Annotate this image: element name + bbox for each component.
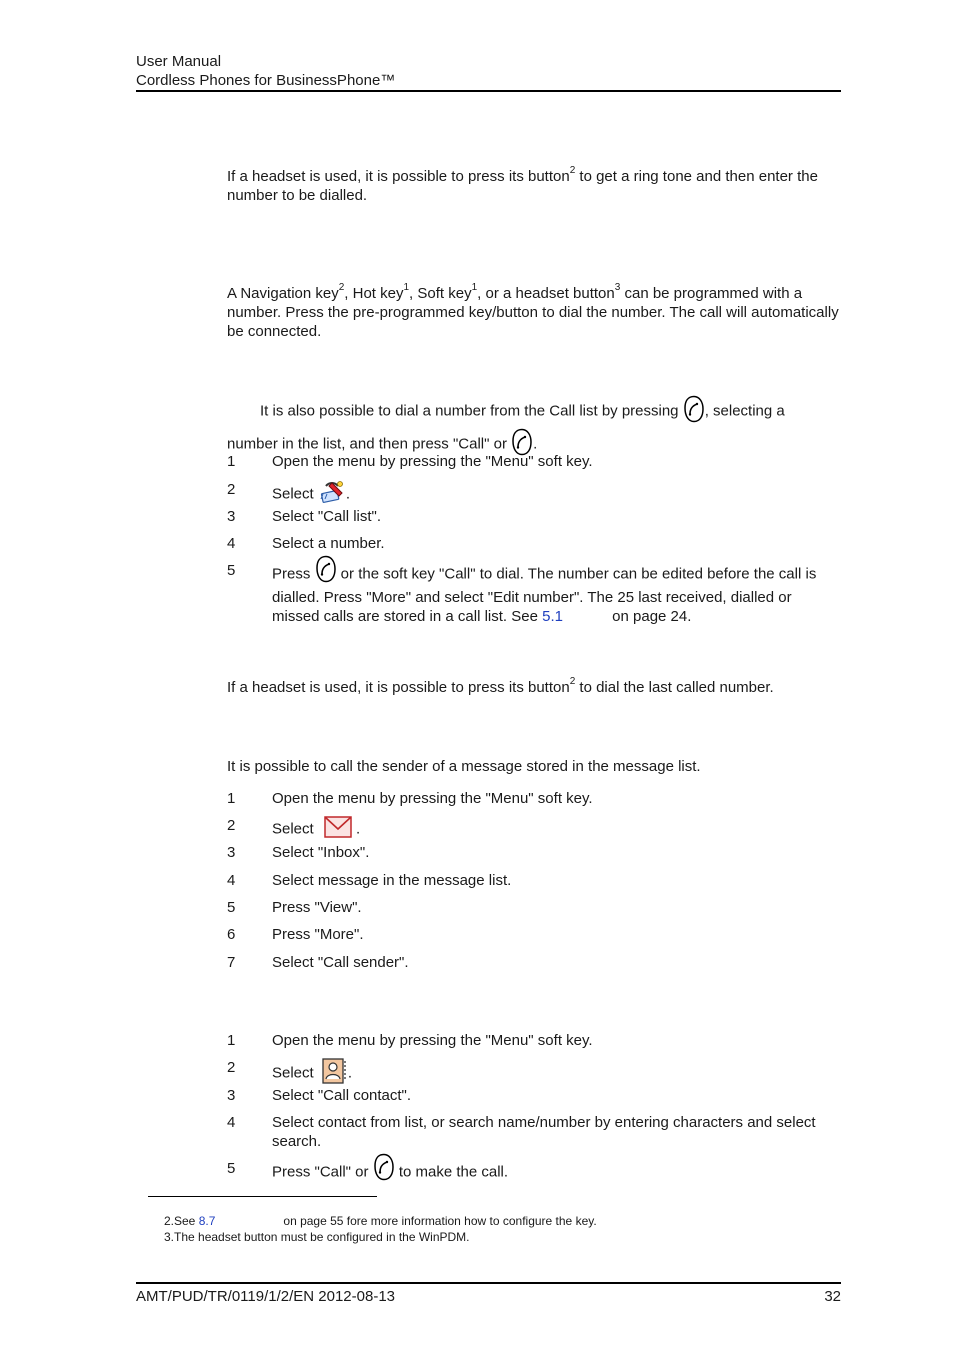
link-section-5-1[interactable]: 5.1 — [542, 608, 563, 625]
footnote-3: 3.The headset button must be configured in the WinPDM. — [164, 1230, 470, 1244]
header-title: User Manual — [136, 53, 222, 70]
paragraph-programmed-key: A Navigation key$^2$, Hot key$^1$, Soft key$^1$, or a headset button$^3$ can be programmed with a number. Press the pre-programmed key/button to dial the number. The call will automatically be connected. — [227, 282, 839, 340]
paragraph-headset-ring: If a headset is used, it is possible to press its button$^2$ to get a ring tone and then enter the number to be dialled. — [227, 165, 818, 204]
footnote-2: 2.See 8.7 on page 55 fore more information how to configure the key. — [164, 1214, 597, 1228]
paragraph-call-list: It is also possible to dial a number from the Call list by pressing , selecting a number in the list, and then press "Call" or . — [227, 395, 842, 461]
contacts-icon — [322, 1058, 348, 1089]
call-list-icon — [318, 480, 346, 509]
document-id: AMT/PUD/TR/0119/1/2/EN 2012-08-13 — [136, 1288, 396, 1305]
paragraph-headset-redial: If a headset is used, it is possible to press its button$^2$ to dial the last called number. — [227, 676, 774, 696]
footer-rule — [136, 1282, 841, 1284]
call-key-icon — [315, 555, 337, 588]
header-subtitle: Cordless Phones for BusinessPhone™ — [136, 72, 396, 89]
message-envelope-icon — [324, 816, 352, 843]
call-key-icon — [373, 1153, 395, 1186]
header-rule — [136, 90, 841, 92]
footnote-rule — [148, 1196, 377, 1197]
paragraph-message-sender: It is possible to call the sender of a message stored in the message list. — [227, 758, 701, 775]
link-section-8-7[interactable]: 8.7 — [198, 1214, 216, 1228]
call-key-icon — [683, 395, 705, 428]
page-number: 32 — [824, 1288, 841, 1305]
